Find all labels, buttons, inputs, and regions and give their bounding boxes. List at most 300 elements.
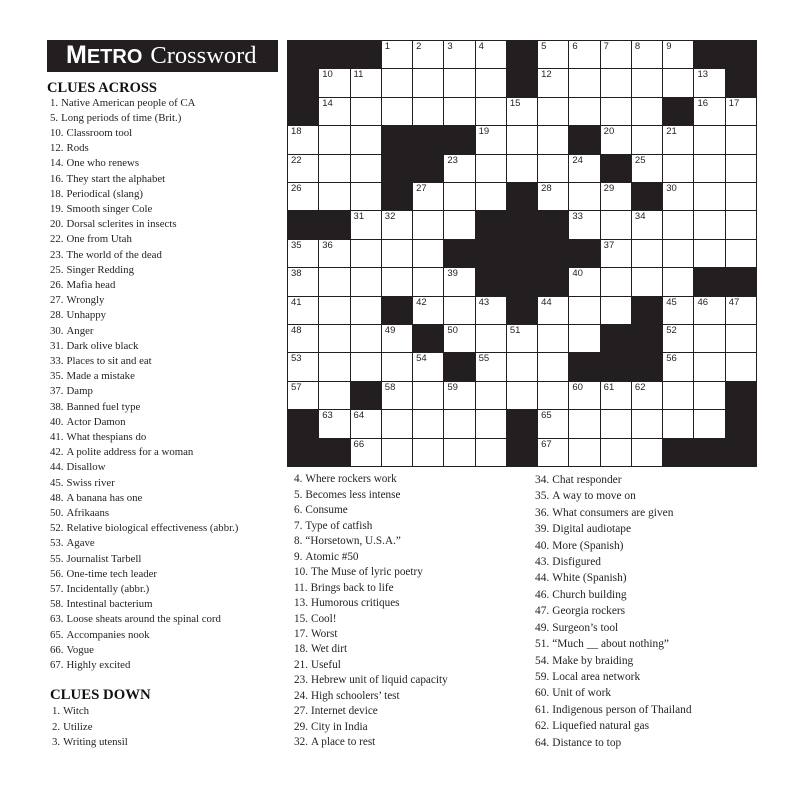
square-number: 64 — [353, 410, 365, 422]
answer-square[interactable] — [726, 98, 756, 125]
answer-square[interactable] — [663, 211, 693, 238]
across-clue — [50, 308, 238, 323]
black-square — [413, 126, 443, 153]
answer-square[interactable] — [538, 98, 568, 125]
answer-square[interactable] — [663, 126, 693, 153]
answer-square[interactable] — [413, 297, 443, 324]
down-clue — [294, 503, 448, 518]
answer-square[interactable] — [538, 297, 568, 324]
clue-text: Accompanies nook — [66, 628, 150, 641]
clue-number: 15. — [294, 612, 308, 625]
clue-text: The Muse of lyric poetry — [310, 566, 423, 579]
clue-number: 19. — [50, 202, 64, 215]
answer-square[interactable] — [538, 439, 568, 466]
answer-square[interactable] — [288, 268, 318, 295]
black-square — [538, 240, 568, 267]
answer-square[interactable] — [319, 98, 349, 125]
answer-square[interactable] — [569, 211, 599, 238]
answer-square[interactable] — [632, 268, 662, 295]
clue-text: Hebrew unit of liquid capacity — [310, 674, 448, 687]
clue-text: Brings back to life — [310, 581, 394, 594]
answer-square[interactable] — [351, 240, 381, 267]
answer-square[interactable] — [694, 155, 724, 182]
clue-number: 63. — [50, 613, 64, 626]
answer-square[interactable] — [694, 297, 724, 324]
clue-number: 41. — [50, 430, 64, 443]
answer-square[interactable] — [476, 126, 506, 153]
square-number: 5 — [541, 41, 547, 52]
down-clue — [535, 603, 692, 619]
square-number: 46 — [697, 296, 709, 308]
answer-square[interactable] — [569, 268, 599, 295]
answer-square[interactable] — [632, 69, 662, 96]
clue-text: Humorous critiques — [310, 597, 400, 610]
answer-square[interactable] — [288, 353, 318, 380]
answer-square[interactable] — [476, 410, 506, 437]
answer-square[interactable] — [319, 126, 349, 153]
answer-square[interactable] — [288, 325, 318, 352]
clue-text: Consume — [305, 504, 348, 517]
black-square — [319, 41, 349, 68]
answer-square[interactable] — [351, 183, 381, 210]
across-clue — [50, 628, 238, 643]
answer-square[interactable] — [726, 325, 756, 352]
answer-square[interactable] — [538, 410, 568, 437]
answer-square[interactable] — [601, 382, 631, 409]
down-clue — [294, 534, 448, 549]
answer-square[interactable] — [694, 325, 724, 352]
answer-square[interactable] — [413, 240, 443, 267]
down-clue — [52, 704, 128, 720]
answer-square[interactable] — [288, 183, 318, 210]
answer-square[interactable] — [319, 155, 349, 182]
answer-square[interactable] — [663, 183, 693, 210]
black-square — [413, 155, 443, 182]
clue-number: 35. — [50, 370, 64, 383]
answer-square[interactable] — [413, 382, 443, 409]
answer-square[interactable] — [288, 297, 318, 324]
answer-square[interactable] — [382, 410, 412, 437]
clue-number: 22. — [50, 233, 64, 246]
square-number: 59 — [447, 381, 458, 393]
square-number: 31 — [353, 211, 365, 223]
answer-square[interactable] — [632, 98, 662, 125]
clue-number: 67. — [50, 659, 64, 672]
answer-square[interactable] — [694, 69, 724, 96]
answer-square[interactable] — [538, 126, 568, 153]
clue-number: 33. — [50, 354, 64, 367]
answer-square[interactable] — [413, 353, 443, 380]
answer-square[interactable] — [538, 353, 568, 380]
clue-number: 14. — [50, 157, 64, 170]
answer-square[interactable] — [444, 183, 474, 210]
answer-square[interactable] — [632, 382, 662, 409]
clue-number: 26. — [50, 278, 64, 291]
clue-text: Afrikaans — [66, 506, 110, 519]
down-clue — [294, 565, 448, 580]
answer-square[interactable] — [444, 98, 474, 125]
clue-text: Where rockers work — [305, 473, 397, 486]
answer-square[interactable] — [382, 211, 412, 238]
down-clue — [535, 669, 692, 685]
answer-square[interactable] — [444, 211, 474, 238]
clue-text: Disallow — [66, 461, 106, 474]
answer-square[interactable] — [382, 439, 412, 466]
clue-text: Unit of work — [552, 687, 612, 700]
square-number: 20 — [603, 126, 615, 138]
clue-text: Places to sit and eat — [66, 354, 152, 367]
down-clue — [294, 519, 448, 534]
clue-text: A way to move on — [552, 490, 636, 503]
down-clue — [294, 689, 448, 704]
answer-square[interactable] — [444, 69, 474, 96]
answer-square[interactable] — [538, 41, 568, 68]
answer-square[interactable] — [382, 98, 412, 125]
black-square — [694, 41, 724, 68]
answer-square[interactable] — [476, 439, 506, 466]
down-clue — [535, 653, 692, 669]
answer-square[interactable] — [444, 325, 474, 352]
across-clue — [50, 567, 238, 582]
clue-number: 20. — [50, 218, 64, 231]
square-number: 55 — [478, 353, 490, 365]
square-number: 24 — [572, 154, 583, 166]
square-number: 40 — [572, 268, 583, 280]
black-square — [382, 183, 412, 210]
answer-square[interactable] — [632, 211, 662, 238]
answer-square[interactable] — [632, 126, 662, 153]
clue-text: Unhappy — [66, 309, 107, 322]
answer-square[interactable] — [601, 297, 631, 324]
answer-square[interactable] — [538, 382, 568, 409]
square-number: 9 — [666, 41, 672, 52]
answer-square[interactable] — [538, 325, 568, 352]
black-square — [726, 382, 756, 409]
answer-square[interactable] — [413, 268, 443, 295]
answer-square[interactable] — [726, 240, 756, 267]
answer-square[interactable] — [663, 353, 693, 380]
answer-square[interactable] — [538, 183, 568, 210]
answer-square[interactable] — [351, 155, 381, 182]
across-clue — [50, 156, 238, 171]
answer-square[interactable] — [601, 69, 631, 96]
answer-square[interactable] — [601, 439, 631, 466]
brand-name: METRO — [66, 41, 143, 69]
down-clue — [294, 642, 448, 657]
answer-square[interactable] — [663, 69, 693, 96]
answer-square[interactable] — [351, 98, 381, 125]
answer-square[interactable] — [694, 211, 724, 238]
square-number: 8 — [634, 41, 641, 52]
answer-square[interactable] — [507, 98, 537, 125]
black-square — [507, 297, 537, 324]
across-clue — [50, 187, 238, 202]
answer-square[interactable] — [382, 240, 412, 267]
clue-number: 11. — [294, 581, 308, 594]
answer-square[interactable] — [632, 155, 662, 182]
answer-square[interactable] — [601, 240, 631, 267]
answer-square[interactable] — [569, 297, 599, 324]
answer-square[interactable] — [663, 155, 693, 182]
black-square — [694, 268, 724, 295]
clue-number: 31. — [50, 339, 64, 352]
answer-square[interactable] — [694, 353, 724, 380]
answer-square[interactable] — [569, 69, 599, 96]
answer-square[interactable] — [601, 211, 631, 238]
answer-square[interactable] — [663, 240, 693, 267]
answer-square[interactable] — [444, 410, 474, 437]
answer-square[interactable] — [382, 268, 412, 295]
answer-square[interactable] — [569, 155, 599, 182]
answer-square[interactable] — [476, 325, 506, 352]
answer-square[interactable] — [351, 325, 381, 352]
answer-square[interactable] — [569, 325, 599, 352]
answer-square[interactable] — [726, 297, 756, 324]
clue-text: A place to rest — [310, 736, 376, 749]
answer-square[interactable] — [538, 155, 568, 182]
down-clue — [535, 521, 692, 537]
answer-square[interactable] — [538, 69, 568, 96]
answer-square[interactable] — [288, 126, 318, 153]
black-square — [351, 41, 381, 68]
answer-square[interactable] — [632, 41, 662, 68]
clue-text: Singer Redding — [66, 263, 134, 276]
answer-square[interactable] — [288, 240, 318, 267]
clue-text: What consumers are given — [552, 506, 674, 519]
square-number: 4 — [478, 41, 484, 52]
answer-square[interactable] — [507, 155, 537, 182]
clue-text: Atomic #50 — [305, 550, 359, 563]
clue-text: One-time tech leader — [66, 567, 158, 580]
answer-square[interactable] — [569, 183, 599, 210]
answer-square[interactable] — [444, 297, 474, 324]
clue-number: 60. — [535, 687, 550, 700]
answer-square[interactable] — [601, 268, 631, 295]
answer-square[interactable] — [476, 353, 506, 380]
answer-square[interactable] — [319, 183, 349, 210]
black-square — [538, 268, 568, 295]
answer-square[interactable] — [413, 98, 443, 125]
answer-square[interactable] — [569, 410, 599, 437]
answer-square[interactable] — [694, 240, 724, 267]
answer-square[interactable] — [413, 439, 443, 466]
answer-square[interactable] — [319, 325, 349, 352]
answer-square[interactable] — [444, 41, 474, 68]
down-clue — [294, 596, 448, 611]
answer-square[interactable] — [288, 382, 318, 409]
down-clue — [294, 704, 448, 719]
answer-square[interactable] — [726, 211, 756, 238]
down-clue — [294, 581, 448, 596]
answer-square[interactable] — [319, 268, 349, 295]
clue-number: 8. — [294, 535, 303, 548]
square-number: 18 — [291, 126, 302, 138]
answer-square[interactable] — [351, 69, 381, 96]
answer-square[interactable] — [413, 410, 443, 437]
answer-square[interactable] — [319, 69, 349, 96]
black-square — [601, 155, 631, 182]
answer-square[interactable] — [413, 211, 443, 238]
answer-square[interactable] — [351, 126, 381, 153]
black-square — [382, 126, 412, 153]
clue-number: 54. — [535, 654, 550, 667]
answer-square[interactable] — [319, 410, 349, 437]
answer-square[interactable] — [319, 240, 349, 267]
answer-square[interactable] — [444, 382, 474, 409]
answer-square[interactable] — [601, 183, 631, 210]
answer-square[interactable] — [694, 382, 724, 409]
black-square — [288, 69, 318, 96]
square-number: 50 — [447, 324, 458, 336]
black-square — [444, 240, 474, 267]
square-number: 11 — [353, 69, 364, 81]
square-number: 42 — [416, 296, 427, 308]
clue-number: 44. — [535, 572, 550, 585]
black-square — [507, 183, 537, 210]
square-number: 62 — [634, 381, 646, 393]
answer-square[interactable] — [726, 155, 756, 182]
down-clue — [535, 620, 692, 636]
answer-square[interactable] — [382, 41, 412, 68]
answer-square[interactable] — [507, 353, 537, 380]
answer-square[interactable] — [319, 297, 349, 324]
clue-number: 16. — [50, 172, 64, 185]
answer-square[interactable] — [569, 98, 599, 125]
across-clue — [50, 248, 238, 263]
answer-square[interactable] — [319, 353, 349, 380]
answer-square[interactable] — [444, 268, 474, 295]
down-clue — [294, 720, 448, 735]
clue-number: 65. — [50, 628, 64, 641]
answer-square[interactable] — [351, 211, 381, 238]
answer-square[interactable] — [663, 410, 693, 437]
answer-square[interactable] — [351, 410, 381, 437]
across-clue — [50, 597, 238, 612]
clue-text: Digital audiotape — [552, 523, 632, 536]
square-number: 67 — [541, 438, 552, 450]
square-number: 2 — [416, 41, 422, 52]
answer-square[interactable] — [601, 410, 631, 437]
black-square — [632, 353, 662, 380]
answer-square[interactable] — [663, 382, 693, 409]
answer-square[interactable] — [663, 325, 693, 352]
answer-square[interactable] — [444, 155, 474, 182]
answer-square[interactable] — [476, 382, 506, 409]
clue-number: 25. — [50, 263, 64, 276]
clue-text: Internet device — [310, 705, 378, 718]
answer-square[interactable] — [351, 268, 381, 295]
clue-number: 2. — [52, 720, 61, 733]
down-clue-list-2 — [294, 472, 448, 750]
clue-text: Vogue — [66, 643, 94, 656]
answer-square[interactable] — [694, 183, 724, 210]
answer-square[interactable] — [663, 297, 693, 324]
answer-square[interactable] — [507, 126, 537, 153]
clue-text: Classroom tool — [66, 126, 133, 139]
across-clue — [50, 96, 238, 111]
square-number: 30 — [666, 182, 677, 194]
answer-square[interactable] — [726, 183, 756, 210]
answer-square[interactable] — [507, 382, 537, 409]
square-number: 23 — [447, 154, 458, 166]
answer-square[interactable] — [601, 126, 631, 153]
clue-number: 10. — [50, 126, 64, 139]
answer-square[interactable] — [601, 98, 631, 125]
answer-square[interactable] — [351, 297, 381, 324]
down-clue — [535, 488, 692, 504]
answer-square[interactable] — [476, 69, 506, 96]
answer-square[interactable] — [569, 41, 599, 68]
clue-text: Writing utensil — [63, 736, 128, 749]
answer-square[interactable] — [413, 69, 443, 96]
clue-text: Anger — [66, 324, 94, 337]
answer-square[interactable] — [632, 410, 662, 437]
across-clue — [50, 111, 238, 126]
answer-square[interactable] — [476, 98, 506, 125]
black-square — [663, 98, 693, 125]
clue-text: White (Spanish) — [552, 572, 627, 585]
clue-text: Agave — [66, 537, 95, 550]
square-number: 43 — [478, 296, 490, 308]
answer-square[interactable] — [476, 183, 506, 210]
answer-square[interactable] — [382, 353, 412, 380]
answer-square[interactable] — [444, 439, 474, 466]
answer-square[interactable] — [382, 325, 412, 352]
square-number: 52 — [666, 324, 677, 336]
answer-square[interactable] — [351, 439, 381, 466]
answer-square[interactable] — [632, 439, 662, 466]
answer-square[interactable] — [382, 69, 412, 96]
clue-text: Incidentally (abbr.) — [66, 583, 150, 595]
answer-square[interactable] — [726, 353, 756, 380]
answer-square[interactable] — [476, 155, 506, 182]
black-square — [319, 211, 349, 238]
answer-square[interactable] — [632, 240, 662, 267]
answer-square[interactable] — [726, 126, 756, 153]
square-number: 35 — [291, 239, 302, 251]
black-square — [726, 410, 756, 437]
answer-square[interactable] — [569, 439, 599, 466]
answer-square[interactable] — [694, 410, 724, 437]
down-clue — [52, 720, 128, 736]
clue-number: 12. — [50, 142, 64, 155]
answer-square[interactable] — [507, 325, 537, 352]
clue-text: Banned fuel type — [66, 400, 141, 413]
puzzle-title: Crossword — [150, 42, 257, 69]
answer-square[interactable] — [413, 183, 443, 210]
answer-square[interactable] — [319, 382, 349, 409]
down-clue — [294, 612, 448, 627]
clue-text: Chat responder — [552, 473, 622, 486]
across-clue — [50, 658, 238, 673]
square-number: 49 — [384, 324, 396, 336]
answer-square[interactable] — [351, 353, 381, 380]
answer-square[interactable] — [476, 41, 506, 68]
answer-square[interactable] — [694, 98, 724, 125]
answer-square[interactable] — [663, 268, 693, 295]
answer-square[interactable] — [476, 297, 506, 324]
black-square — [507, 439, 537, 466]
answer-square[interactable] — [288, 155, 318, 182]
answer-square[interactable] — [569, 382, 599, 409]
answer-square[interactable] — [382, 382, 412, 409]
answer-square[interactable] — [663, 41, 693, 68]
clue-text: Long periods of time (Brit.) — [61, 111, 182, 124]
answer-square[interactable] — [413, 41, 443, 68]
answer-square[interactable] — [694, 126, 724, 153]
answer-square[interactable] — [601, 41, 631, 68]
black-square — [726, 69, 756, 96]
